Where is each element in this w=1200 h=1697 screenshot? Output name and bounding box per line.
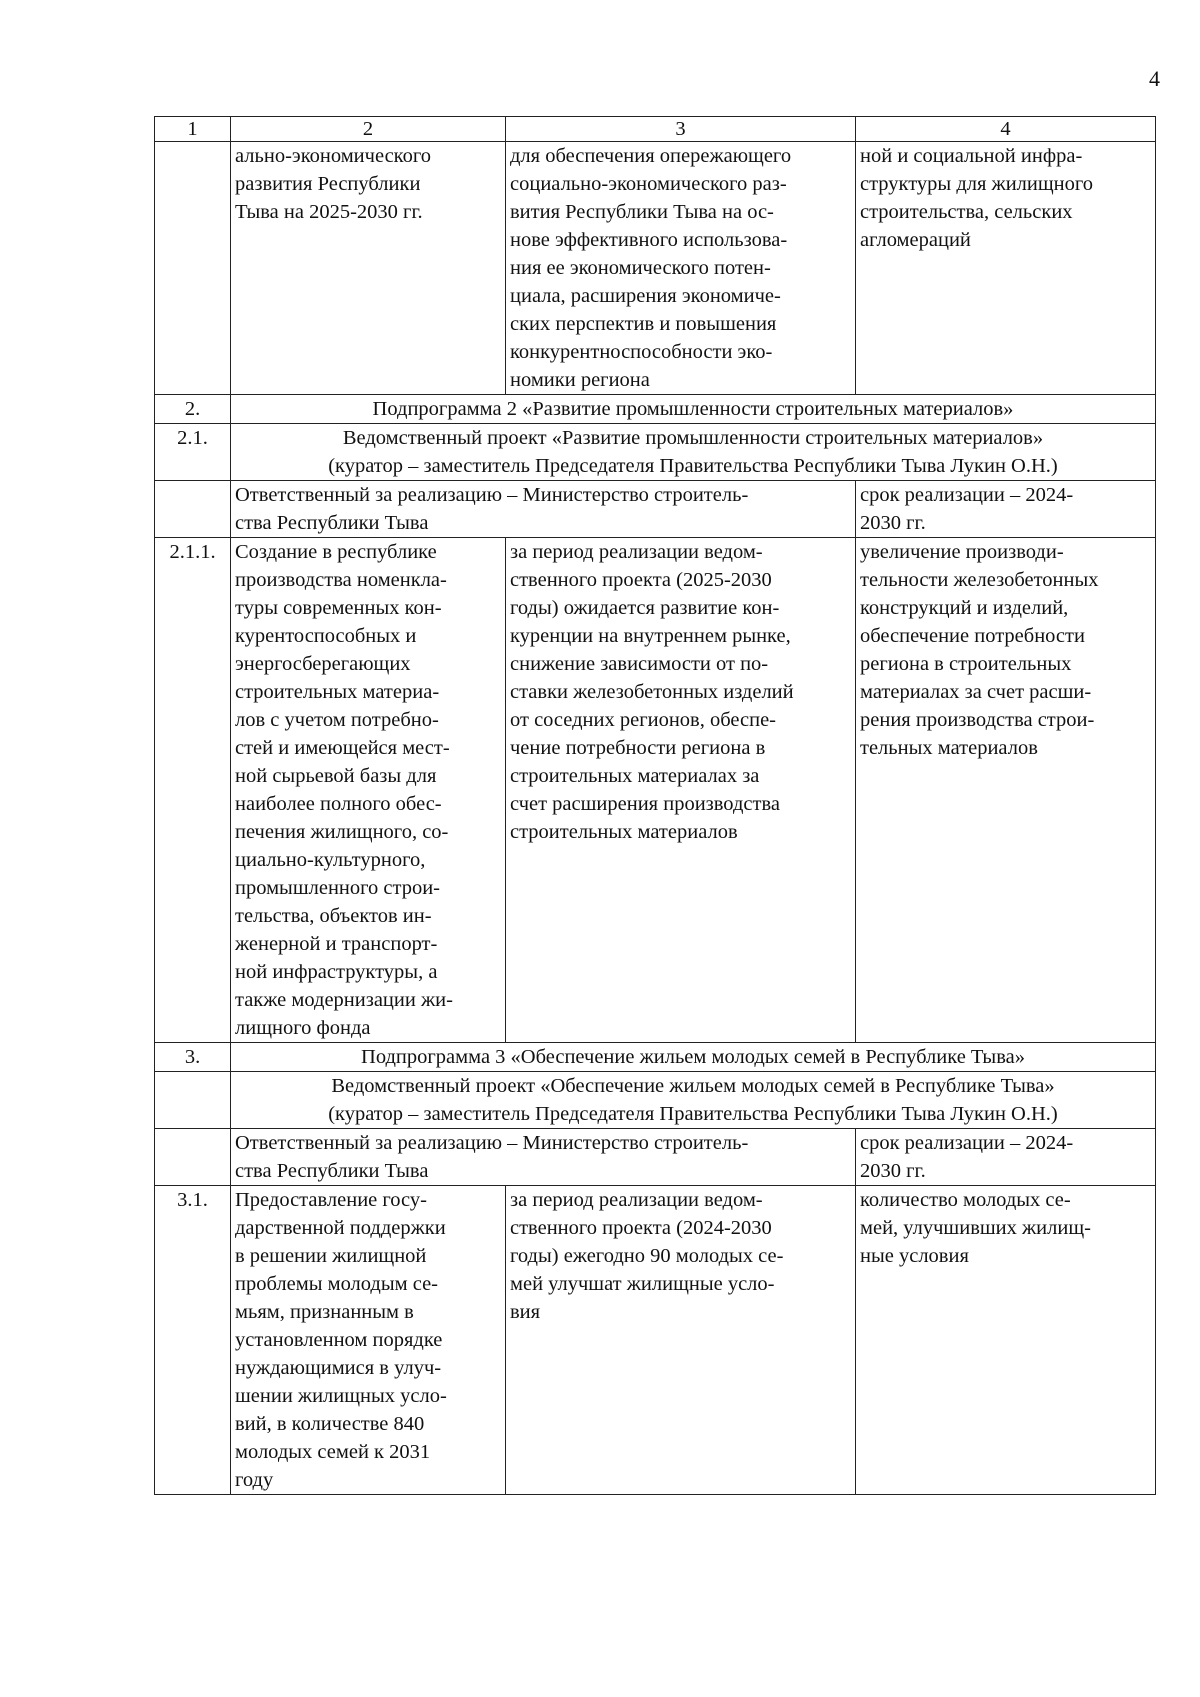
table-header-row — [155, 117, 1156, 142]
row-number: 2.1. — [155, 424, 231, 481]
row-number: 3. — [155, 1043, 231, 1072]
row-number — [155, 1129, 231, 1186]
page-number: 4 — [1149, 66, 1160, 91]
subprogram-row — [155, 1043, 1156, 1072]
term-cell: срок реализации – 2024- 2030 гг. — [856, 1129, 1156, 1186]
task-cell: Предоставление госу- дарственной поддержки в решении жилищной проблемы молодым се- мьям, признанным в установленном порядке нуждающимися в улуч- шении жилищных усло- вий, в количестве 840 молодых семей к 2031 году — [231, 1186, 506, 1495]
program-table — [154, 116, 1156, 1495]
subprogram-title: Подпрограмма 2 «Развитие промышленности строительных материалов» — [231, 395, 1156, 424]
effect-cell: за период реализации ведом- ственного проекта (2024-2030 годы) ежегодно 90 молодых се- мей улучшат жилищные усло- вия — [506, 1186, 856, 1495]
responsible-cell: Ответственный за реализацию – Министерство строитель- ства Республики Тыва — [231, 1129, 856, 1186]
indicator-cell: количество молодых се- мей, улучшивших жилищ- ные условия — [856, 1186, 1156, 1495]
effect-cell: за период реализации ведом- ственного проекта (2025-2030 годы) ожидается развитие кон- куренции на внутреннем рынке, снижение зависимости от по- ставки железобетонных изделий от соседних регионов, обеспе- чение потребности региона в строительных материалах за счет расширения производства строительных материалов — [506, 538, 856, 1043]
responsible-row — [155, 1129, 1156, 1186]
header-col-3: 3 — [506, 117, 856, 142]
subprogram-row — [155, 395, 1156, 424]
term-cell: срок реализации – 2024- 2030 гг. — [856, 481, 1156, 538]
project-row — [155, 1072, 1156, 1129]
row-number: 2.1.1. — [155, 538, 231, 1043]
task-cell: ально-экономического развития Республики Тыва на 2025-2030 гг. — [231, 142, 506, 395]
row-number: 2. — [155, 395, 231, 424]
responsible-row — [155, 481, 1156, 538]
effect-cell: для обеспечения опережающего социально-экономического раз- вития Республики Тыва на ос- нове эффективного использова- ния ее экономического потен- циала, расширения экономиче- ских перспектив и повышения конкурентноспособности эко- номики региона — [506, 142, 856, 395]
task-cell: Создание в республике производства номенкла- туры современных кон- курентоспособных и энергосберегающих строительных материа- лов с учетом потребно- стей и имеющейся мест- ной сырьевой базы для наиболее полного обес- печения жилищного, со- циально-культурного, промышленного строи- тельства, объектов ин- женерной и транспорт- ной инфраструктуры, а также модернизации жи- лищного фонда — [231, 538, 506, 1043]
indicator-cell: ной и социальной инфра- структуры для жилищного строительства, сельских агломераций — [856, 142, 1156, 395]
header-col-2: 2 — [231, 117, 506, 142]
row-number: 3.1. — [155, 1186, 231, 1495]
table-row — [155, 1186, 1156, 1495]
header-col-1: 1 — [155, 117, 231, 142]
header-col-4: 4 — [856, 117, 1156, 142]
table-row — [155, 142, 1156, 395]
project-title: Ведомственный проект «Обеспечение жильем молодых семей в Республике Тыва» (куратор – заместитель Председателя Правительства Республики Тыва Лукин О.Н.) — [231, 1072, 1156, 1129]
table-row — [155, 538, 1156, 1043]
responsible-cell: Ответственный за реализацию – Министерство строитель- ства Республики Тыва — [231, 481, 856, 538]
project-row — [155, 424, 1156, 481]
indicator-cell: увеличение производи- тельности железобетонных конструкций и изделий, обеспечение потребности региона в строительных материалах за счет расши- рения производства строи- тельных материалов — [856, 538, 1156, 1043]
row-number — [155, 481, 231, 538]
row-number — [155, 142, 231, 395]
row-number — [155, 1072, 231, 1129]
subprogram-title: Подпрограмма 3 «Обеспечение жильем молодых семей в Республике Тыва» — [231, 1043, 1156, 1072]
project-title: Ведомственный проект «Развитие промышленности строительных материалов» (куратор – заместитель Председателя Правительства Республики Тыва Лукин О.Н.) — [231, 424, 1156, 481]
